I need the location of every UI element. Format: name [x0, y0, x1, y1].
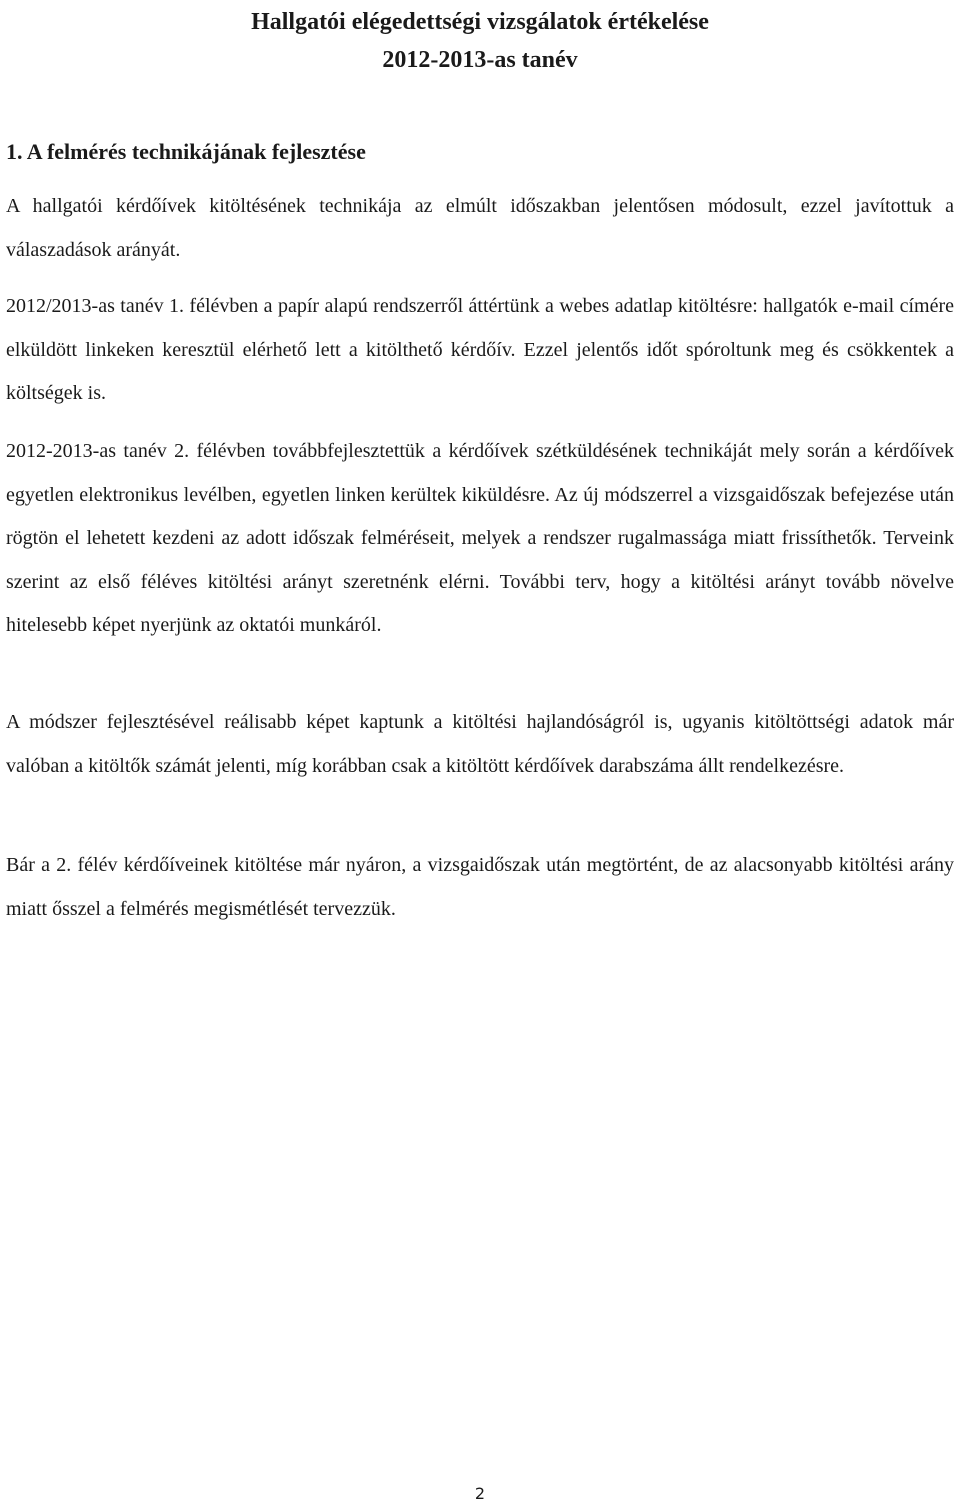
paragraph-intro: A hallgatói kérdőívek kitöltésének technikája az elmúlt időszakban jelentősen módosult, ezzel javítottuk a válaszadások arányát.	[6, 195, 954, 261]
paragraph-first-semester: 2012/2013-as tanév 1. félévben a papír alapú rendszerről áttértünk a webes adatlap kitöltésre: hallgatók e-mail címére elküldött linkeken keresztül elérhető lett a kitölthető kérdőív. Ezzel jelentős időt spóroltunk meg és csökkentek a költségek is.	[6, 295, 954, 404]
paragraph-autumn-repeat: Bár a 2. félév kérdőíveinek kitöltése már nyáron, a vizsgaidőszak után megtörtént, de az alacsonyabb kitöltési arány miatt ősszel a felmérés megismétlését tervezzük.	[6, 854, 954, 920]
section-heading: 1. A felmérés technikájának fejlesztése	[6, 139, 366, 164]
document-subtitle: 2012-2013-as tanév	[382, 47, 578, 73]
page-number: 2	[474, 1484, 486, 1503]
paragraph-method-development: A módszer fejlesztésével reálisabb képet kaptunk a kitöltési hajlandóságról is, ugyanis kitöltöttségi adatok már valóban a kitöltők számát jelenti, míg korábban csak a kitöltött kérdőívek darabszáma állt rendelkezésre.	[6, 711, 954, 777]
document-title: Hallgatói elégedettségi vizsgálatok értékelése	[251, 9, 709, 35]
paragraph-second-semester: 2012-2013-as tanév 2. félévben továbbfejlesztettük a kérdőívek szétküldésének technikáját mely során a kérdőívek egyetlen elektronikus levélben, egyetlen linken kerültek kiküldésre. Az új módszerrel a vizsgaidőszak befejezése után rögtön el lehetett kezdeni az adott időszak felméréseit, melyek a rendszer rugalmassága miatt frissíthetők. Terveink szerint az első féléves kitöltési arányt szeretnénk elérni. További terv, hogy a kitöltési arányt tovább növelve hitelesebb képet nyerjünk az oktatói munkáról.	[6, 440, 954, 636]
